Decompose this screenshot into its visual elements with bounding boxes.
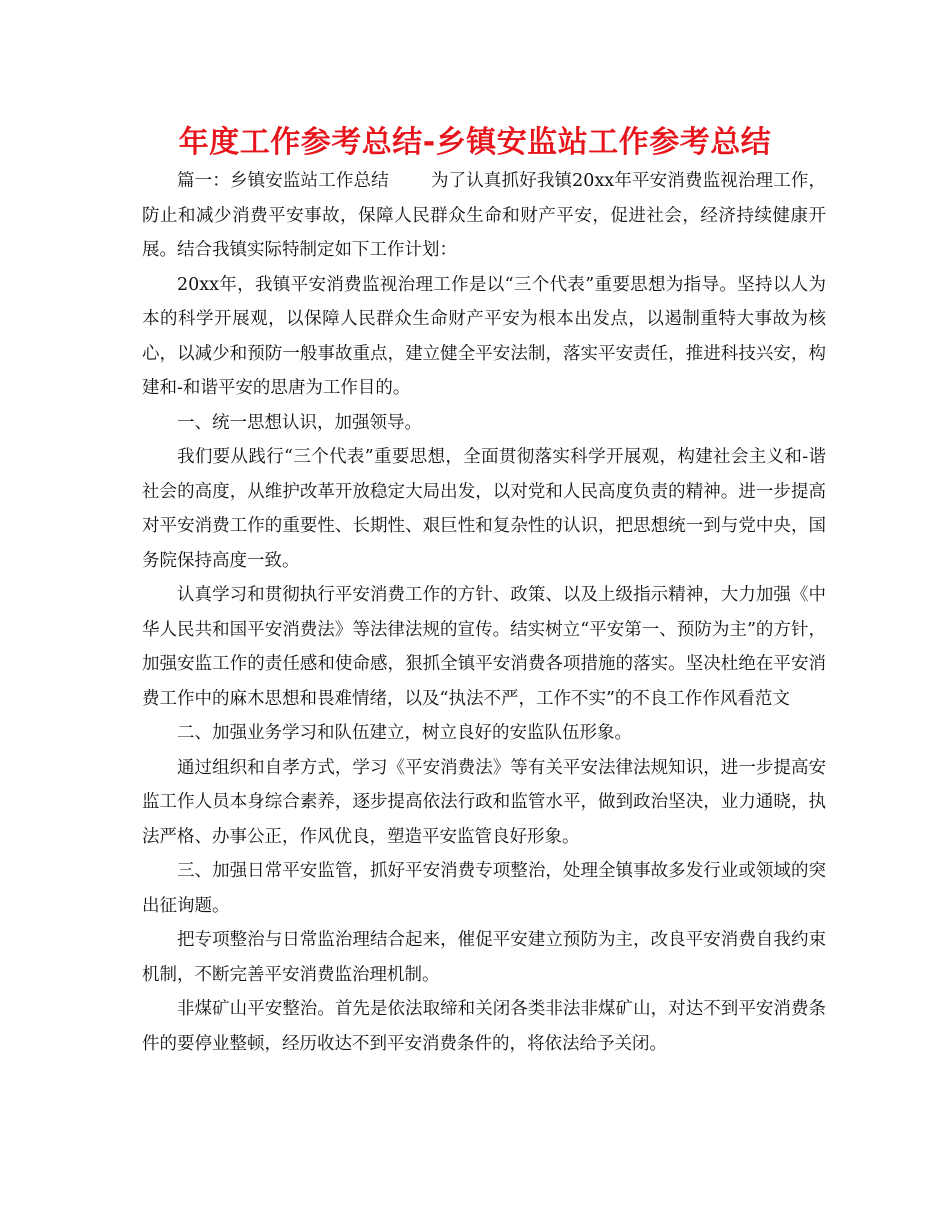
paragraph-team-building: 通过组织和自孝方式，学习《平安消费法》等有关平安法律法规知识，进一步提高安监工作人员本身综合素养，逐步提高依法行政和监管水平，做到政治坚决，业力通晓，执法严格、办事公正，作风优良，塑造平安监管良好形象。 [142,757,826,847]
section-heading-1: 一、统一思想认识，加强领导。 [177,412,422,433]
intro-label: 篇一：乡镇安监站工作总结 [177,171,389,191]
document-body [142,164,826,1061]
paragraph-special-rectification: 把专项整治与日常监治理结合起来，催促平安建立预防为主，改良平安消费自我约束机制，不断完善平安消费监治理机制。 [142,930,826,985]
intro-text: 为了认真抓好我镇20xx年平安消费监视治理工作，防止和减少消费平安事故，保障人民群众生命和财产平安，促进社会，经济持续健康开展。结合我镇实际特制定如下工作计划： [142,171,826,260]
paragraph-guiding-principle: 20xx年，我镇平安消费监视治理工作是以“三个代表”重要思想为指导。坚持以人为本的科学开展观，以保障人民群众生命财产平安为根本出发点，以遏制重特大事故为核心，以减少和预防一般事故重点，建立健全平安法制，落实平安责任，推进科技兴安，构建和-和谐平安的思唐为工作目的。 [142,274,826,398]
section-heading-3: 三、加强日常平安监管，抓好平安消费专项整治，处理全镇事故多发行业或领域的突出征询题。 [142,861,826,916]
section-heading-2: 二、加强业务学习和队伍建立，树立良好的安监队伍形象。 [177,723,632,743]
paragraph-mine-safety: 非煤矿山平安整治。首先是依法取缔和关闭各类非法非煤矿山，对达不到平安消费条件的要停业整顿，经历收达不到平安消费条件的，将依法给予关闭。 [142,999,826,1054]
document-title: 年度工作参考总结-乡镇安监站工作参考总结 [178,125,772,160]
intro-paragraph [142,164,826,268]
paragraph-study-policy: 认真学习和贯彻执行平安消费工作的方针、政策、以及上级指示精神，大力加强《中华人民共和国平安消费法》等法律法规的宣传。结实树立“平安第一、预防为主”的方针，加强安监工作的责任感和使命感，狠抓全镇平安消费各项措施的落实。坚决杜绝在平安消费工作中的麻木思想和畏难情绪，以及“执法不严，工作不实”的不良工作作风看范文 [142,585,826,709]
paragraph-unify-thinking: 我们要从践行“三个代表”重要思想，全面贯彻落实科学开展观，构建社会主义和-谐社会的高度，从维护改革开放稳定大局出发，以对党和人民高度负责的精神。进一步提高对平安消费工作的重要性、长期性、艰巨性和复杂性的认识，把思想统一到与党中央，国务院保持高度一致。 [142,447,826,571]
